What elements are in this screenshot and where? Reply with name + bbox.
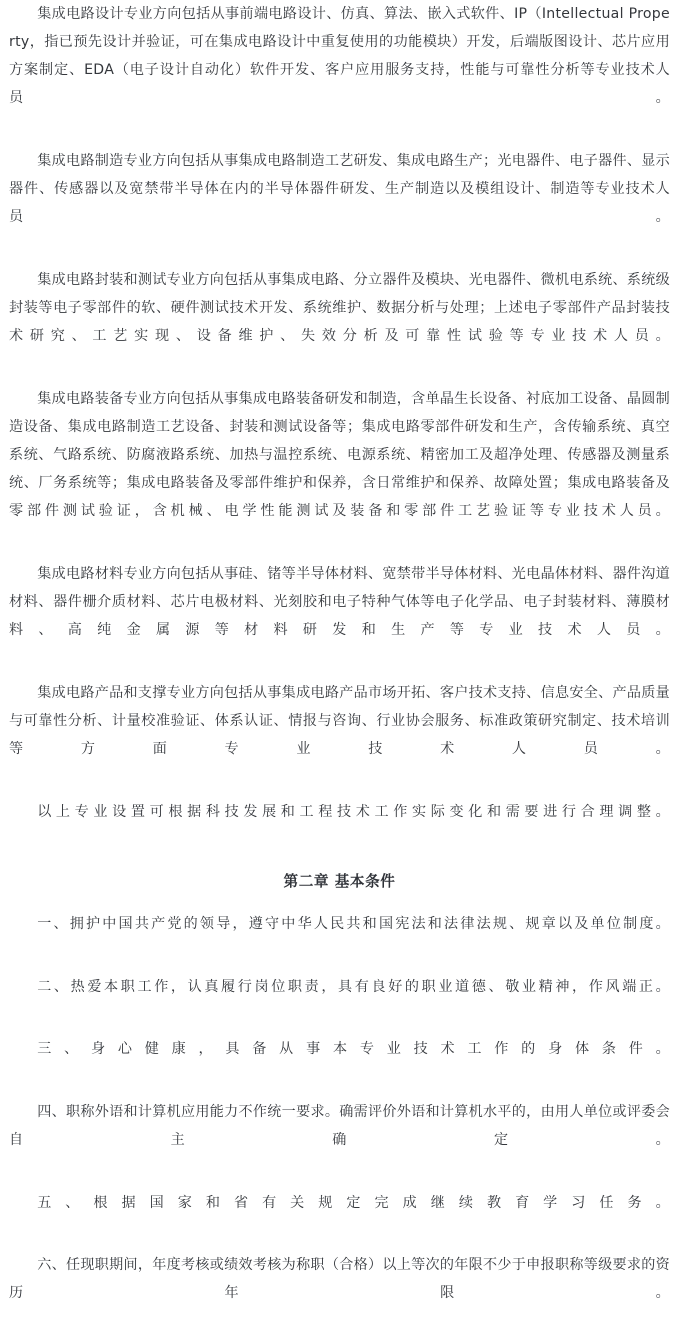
clause-item-5: 五、根据国家和省有关规定完成继续教育学习任务。 xyxy=(37,1194,670,1211)
chapter-two-heading: 第二章 基本条件 xyxy=(283,872,396,890)
paragraph-ic-products-support: 集成电路产品和支撑专业方向包括从事集成电路产品市场开拓、客户技术支持、信息安全、产品质量与可靠性分析、计量校准验证、体系认证、情报与咨询、行业协会服务、标准政策研究制定、技术培训等方面专业技术人员。 xyxy=(9,684,670,757)
heading-top-spacer xyxy=(9,854,670,868)
paragraph-ic-design: 集成电路设计专业方向包括从事前端电路设计、仿真、算法、嵌入式软件、IP（Intellectual Property，指已预先设计并验证，可在集成电路设计中重复使用的功能模块）开发，后端版图设计、芯片应用方案制定、EDA（电子设计自动化）软件开发、客户应用服务支持，性能与可靠性分析等专业技术人员。 xyxy=(9,6,670,107)
clause-item-1: 一、拥护中国共产党的领导，遵守中华人民共和国宪法和法律法规、规章以及单位制度。 xyxy=(37,915,670,932)
paragraph-ic-equipment: 集成电路装备专业方向包括从事集成电路装备研发和制造，含单晶生长设备、衬底加工设备、晶圆制造设备、集成电路制造工艺设备、封装和测试设备等；集成电路零部件研发和生产，含传输系统、真空系统、气路系统、防腐液路系统、加热与温控系统、电源系统、精密加工及超净处理、传感器及测量系统、厂务系统等；集成电路装备及零部件维护和保养，含日常维护和保养、故障处置；集成电路装备及零部件测试验证，含机械、电学性能测试及装备和零部件工艺验证等专业技术人员。 xyxy=(9,390,670,520)
clause-item-4: 四、职称外语和计算机应用能力不作统一要求。确需评价外语和计算机水平的，由用人单位或评委会自主确定。 xyxy=(9,1103,670,1148)
clause-item-2: 二、热爱本职工作，认真履行岗位职责，具有良好的职业道德、敬业精神，作风端正。 xyxy=(37,978,670,995)
paragraph-ic-packaging-testing: 集成电路封装和测试专业方向包括从事集成电路、分立器件及模块、光电器件、微机电系统、系统级封装等电子零部件的软、硬件测试技术开发、系统维护、数据分析与处理；上述电子零部件产品封装技术研究、工艺实现、设备维护、失效分析及可靠性试验等专业技术人员。 xyxy=(9,271,670,345)
specialties-section xyxy=(9,0,670,854)
clause-item-6: 六、任现职期间，年度考核或绩效考核为称职（合格）以上等次的年限不少于申报职称等级要求的资历年限。 xyxy=(9,1257,670,1302)
clause-item-3: 三、身心健康，具备从事本专业技术工作的身体条件。 xyxy=(37,1041,670,1058)
basic-conditions-section xyxy=(9,910,670,1336)
heading-bottom-spacer xyxy=(9,896,670,910)
paragraph-ic-manufacturing: 集成电路制造专业方向包括从事集成电路制造工艺研发、集成电路生产；光电器件、电子器件、显示器件、传感器以及宽禁带半导体在内的半导体器件研发、生产制造以及模组设计、制造等专业技术人员。 xyxy=(9,152,670,226)
paragraph-adjustment-note: 以上专业设置可根据科技发展和工程技术工作实际变化和需要进行合理调整。 xyxy=(37,803,670,820)
paragraph-ic-materials: 集成电路材料专业方向包括从事硅、锗等半导体材料、宽禁带半导体材料、光电晶体材料、器件沟道材料、器件栅介质材料、芯片电极材料、光刻胶和电子特种气体等电子化学品、电子封装材料、薄膜材料、高纯金属源等材料研发和生产等专业技术人员。 xyxy=(9,565,670,638)
